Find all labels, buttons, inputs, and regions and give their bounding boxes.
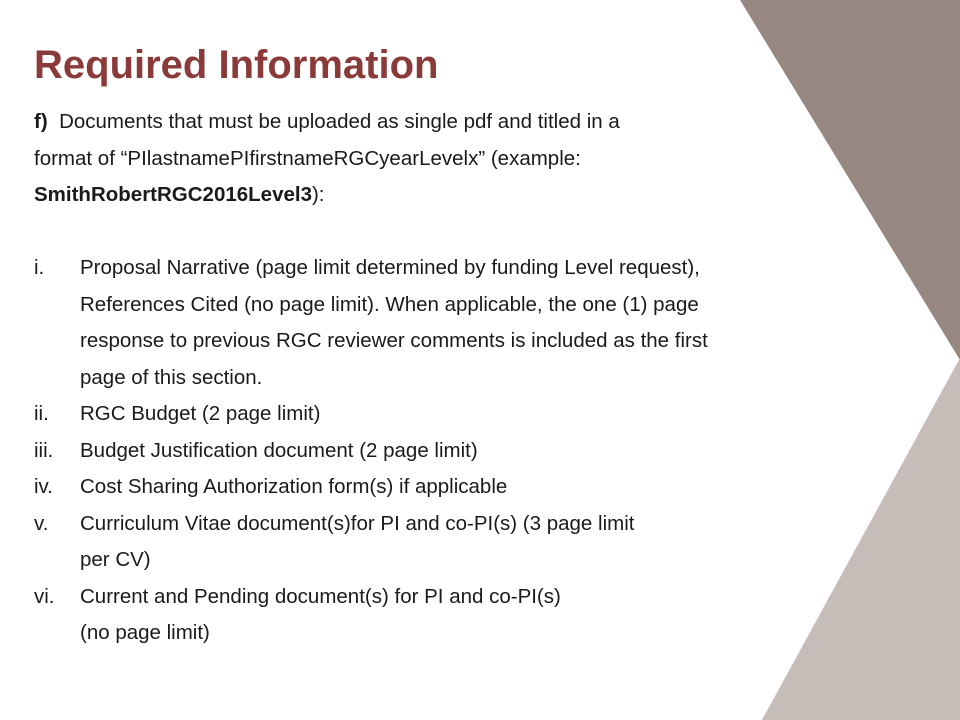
intro-text-line-1: Documents that must be uploaded as single pdf and titled in a [59, 110, 620, 133]
slide-body [34, 104, 914, 652]
list-item-text-line: Budget Justification document (2 page limit) [80, 438, 478, 462]
list-item-number: vi. [34, 584, 55, 608]
list-item-text-line: Cost Sharing Authorization form(s) if applicable [80, 475, 508, 498]
list-item-text-line: (no page limit) [80, 621, 210, 644]
intro-line-2: format of “PIlastnamePIfirstnameRGCyearLevelx” (example: [34, 146, 581, 170]
list-item-text-line: Current and Pending document(s) for PI and co-PI(s) [80, 584, 561, 608]
list-item [34, 396, 914, 433]
list-item-text-line: RGC Budget (2 page limit) [80, 402, 321, 425]
list-item-text-line: response to previous RGC reviewer comments is included as the first [80, 329, 708, 352]
list-item-text-line: Proposal Narrative (page limit determined by funding Level request), [80, 256, 700, 279]
list-item-number: iii. [34, 438, 54, 462]
required-documents-list [34, 250, 914, 652]
slide-title: Required Information [34, 43, 439, 87]
list-item [34, 433, 914, 470]
blank-line [34, 214, 914, 251]
list-item [34, 506, 914, 579]
intro-marker: f) [34, 110, 48, 133]
filename-example-suffix: ): [311, 183, 325, 206]
list-item [34, 579, 914, 652]
intro-line-1 [34, 104, 914, 141]
list-item-number: ii. [34, 402, 49, 425]
list-item-text-line: Curriculum Vitae document(s)for PI and co-PI(s) (3 page limit [80, 511, 635, 535]
list-item-number: v. [34, 511, 49, 535]
list-item-text-line: per CV) [80, 548, 151, 571]
list-item [34, 250, 914, 396]
list-item [34, 469, 914, 506]
list-item-number: i. [34, 256, 45, 279]
filename-example: SmithRobertRGC2016Level3 [34, 183, 312, 206]
list-item-text-line: page of this section. [80, 365, 263, 389]
intro-line-3 [34, 177, 914, 214]
list-item-number: iv. [34, 475, 53, 498]
list-item-text-line: References Cited (no page limit). When applicable, the one (1) page [80, 292, 699, 316]
